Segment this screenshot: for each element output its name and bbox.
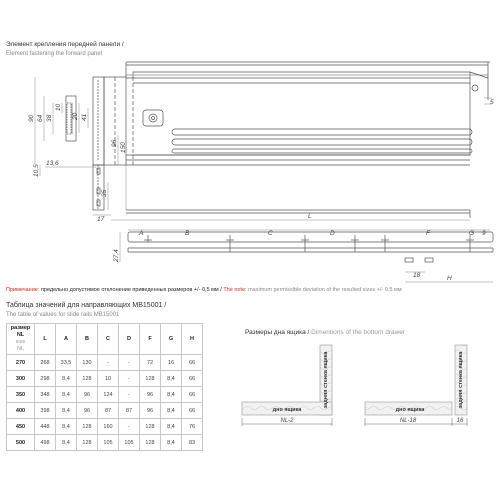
dim-nl-18: NL-18: [399, 418, 417, 424]
bottom-drawer-diagram: [230, 340, 500, 440]
rail-label-B: B: [185, 230, 190, 237]
bottom-label-left: дно ящика: [272, 407, 302, 413]
table-row: 500 498 8,4 128 105 105 128 8,4 83: [7, 435, 203, 451]
table-title-en: The table of values for slide rails MB15001: [6, 312, 120, 318]
rail-label-A: A: [139, 230, 144, 237]
bottom-diagram-right: [365, 345, 467, 426]
rail-label-9: 9: [482, 230, 486, 237]
header-title-en: Element fastening the forward panel: [6, 51, 103, 57]
dim-27-4: 27,4: [113, 249, 120, 262]
dim-38: 38: [46, 114, 53, 122]
dim-96: 96: [111, 139, 118, 147]
table-row: 270 268 33,5 130 - - 72 16 66: [7, 355, 203, 371]
table-row: 350 348 8,4 96 124 - 96 8,4 66: [7, 387, 203, 403]
dim-35: 35: [101, 189, 108, 197]
dim-16: 16: [456, 418, 464, 424]
table-row: 300 298 8,4 128 10 - 128 8,4 66: [7, 371, 203, 387]
note: Примечание: предельно допустимое отклонение приведенных размеров +/- 0,5 мм / The note: maximum permissible deviation of the resulted sizes +/- 0,5 мм: [6, 287, 402, 293]
dim-L: L: [308, 213, 312, 220]
dim-5: 5: [490, 99, 494, 106]
bottom-title: Размеры дна ящика / Dimentions of the bottom drawer: [245, 329, 406, 336]
wall-label-left: задняя стенка ящика: [323, 351, 329, 409]
dim-17: 17: [97, 216, 105, 223]
table-row: 450 448 8,4 128 160 - 128 8,4 76: [7, 419, 203, 435]
values-table: [6, 323, 203, 451]
table-title-ru: Таблица значений для направляющих МВ15001 /: [6, 302, 167, 309]
bottom-diagram-left: [242, 345, 332, 426]
dim-13-6: 13,6: [46, 160, 59, 167]
dim-nl-2: NL-2: [280, 418, 294, 424]
dim-64: 64: [37, 114, 44, 122]
bottom-label-right: дно ящика: [395, 407, 425, 413]
wall-label-right: задняя стенка ящика: [458, 351, 464, 409]
rail-label-D: D: [330, 230, 335, 237]
table-row: 400 398 8,4 96 87 87 96 8,4 66: [7, 403, 203, 419]
bracket-plate: [93, 77, 104, 165]
dim-150: 150: [120, 142, 127, 153]
header-title-ru: Элемент крепления передней панели /: [6, 41, 124, 48]
dim-H: H: [447, 275, 452, 282]
dim-10: 10: [55, 103, 62, 111]
rail-label-C: C: [268, 230, 273, 237]
dim-41: 41: [81, 113, 88, 121]
dim-10-5: 10,5: [33, 164, 40, 177]
table-header-row: размер NL size NL L A B C D F G H: [7, 324, 203, 355]
dim-20: 20: [72, 112, 79, 120]
rail-label-G: G: [469, 230, 475, 237]
rail-label-F: F: [426, 230, 430, 237]
dim-18: 18: [413, 272, 421, 279]
dim-90: 90: [28, 114, 35, 122]
